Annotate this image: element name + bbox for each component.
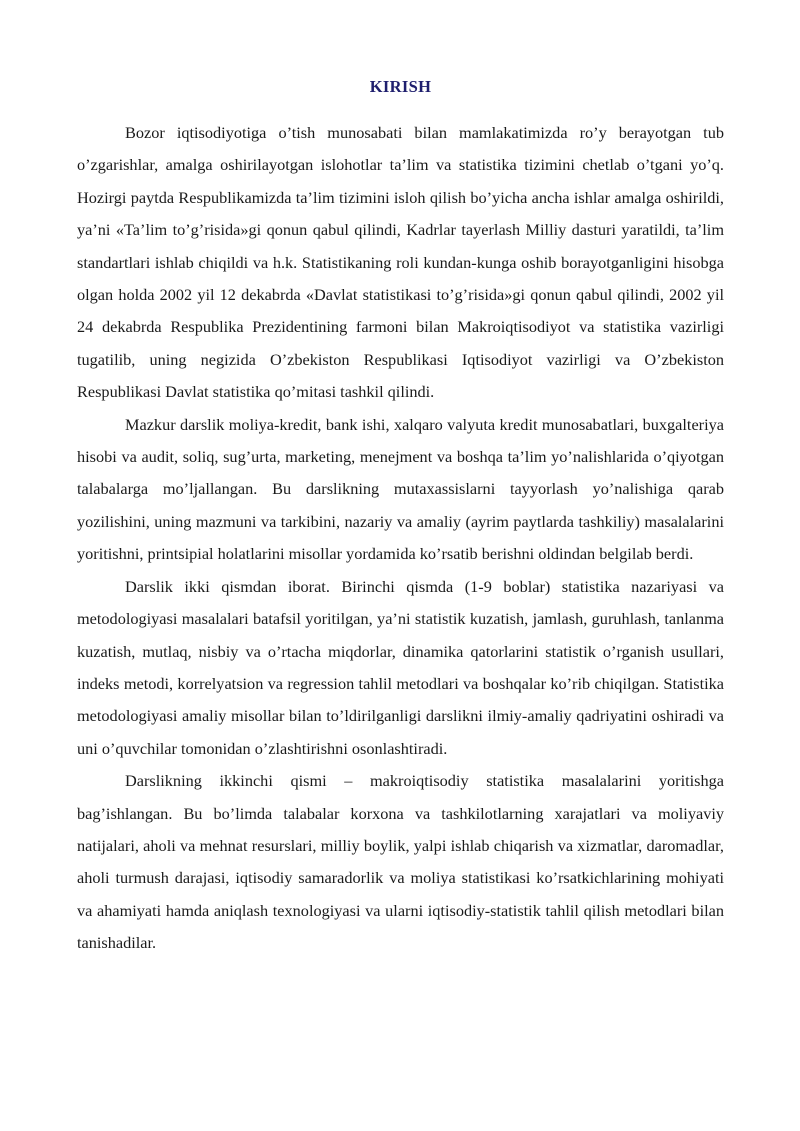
document-page: [77, 0, 724, 1131]
paragraph-2: Mazkur darslik moliya-kredit, bank ishi, xalqaro valyuta kredit munosabatlari, buxgalteriya hisobi va audit, soliq, sug’urta, marketing, menejment va boshqa ta’lim yo’nalishlarida o’qiyotgan talabalarga mo’ljallangan. Bu darslikning mutaxassislarni tayyorlash yo’nalishiga qarab yozilishini, uning mazmuni va tarkibini, nazariy va amaliy (ayrim paytlarda tashkiliy) masalalarini yoritishni, printsipial holatlarini misollar yordamida ko’rsatib berishni oldindan belgilab berdi.: [77, 414, 724, 564]
paragraph-4: Darslikning ikkinchi qismi – makroiqtisodiy statistika masalalarini yoritishga bag’ishlangan. Bu bo’limda talabalar korxona va tashkilotlarning xarajatlari va moliyaviy natijalari, aholi va mehnat resurslari, milliy boylik, yalpi ishlab chiqarish va xizmatlar, daromadlar, aholi turmush darajasi, iqtisodiy samaradorlik va moliya statistikasi ko’rsatkichlarining mohiyati va ahamiyati hamda aniqlash texnologiyasi va ularni iqtisodiy-statistik tahlil qilish metodlari bilan tanishadilar.: [77, 771, 724, 953]
body-text: [77, 117, 724, 960]
page-title: KIRISH: [369, 77, 432, 96]
paragraph-3: Darslik ikki qismdan iborat. Birinchi qismda (1-9 boblar) statistika nazariyasi va metodologiyasi masalalari batafsil yoritilgan, ya’ni statistik kuzatish, jamlash, guruhlash, tanlanma kuzatish, mutlaq, nisbiy va o’rtacha miqdorlar, dinamika qatorlarini statistik o’rganish usullari, indeks metodi, korrelyatsion va regression tahlil metodlari va boshqalar ko’rib chiqilgan. Statistika metodologiyasi amaliy misollar bilan to’ldirilganligi darslikni ilmiy-amaliy qadriyatini oshiradi va uni o’quvchilar tomonidan o’zlashtirishni osonlashtiradi.: [77, 576, 724, 758]
paragraph-1: Bozor iqtisodiyotiga o’tish munosabati bilan mamlakatimizda ro’y berayotgan tub o’zgarishlar, amalga oshirilayotgan islohotlar ta’lim va statistika tizimini chetlab o’tgani yo’q. Hozirgi paytda Respublikamizda ta’lim tizimini isloh qilish bo’yicha ancha ishlar amalga oshirildi, ya’ni «Ta’lim to’g’risida»gi qonun qabul qilindi, Kadrlar tayerlash Milliy dasturi yaratildi, ta’lim standartlari ishlab chiqildi va h.k. Statistikaning roli kundan-kunga oshib borayotganligini hisobga olgan holda 2002 yil 12 dekabrda «Davlat statistikasi to’g’risida»gi qonun qabul qilindi, 2002 yil 24 dekabrda Respublika Prezidentining farmoni bilan Makroiqtisodiyot va statistika vazirligi tugatilib, uning negizida O’zbekiston Respublikasi Iqtisodiyot vazirligi va O’zbekiston Respublikasi Davlat statistika qo’mitasi tashkil qilindi.: [77, 123, 724, 402]
